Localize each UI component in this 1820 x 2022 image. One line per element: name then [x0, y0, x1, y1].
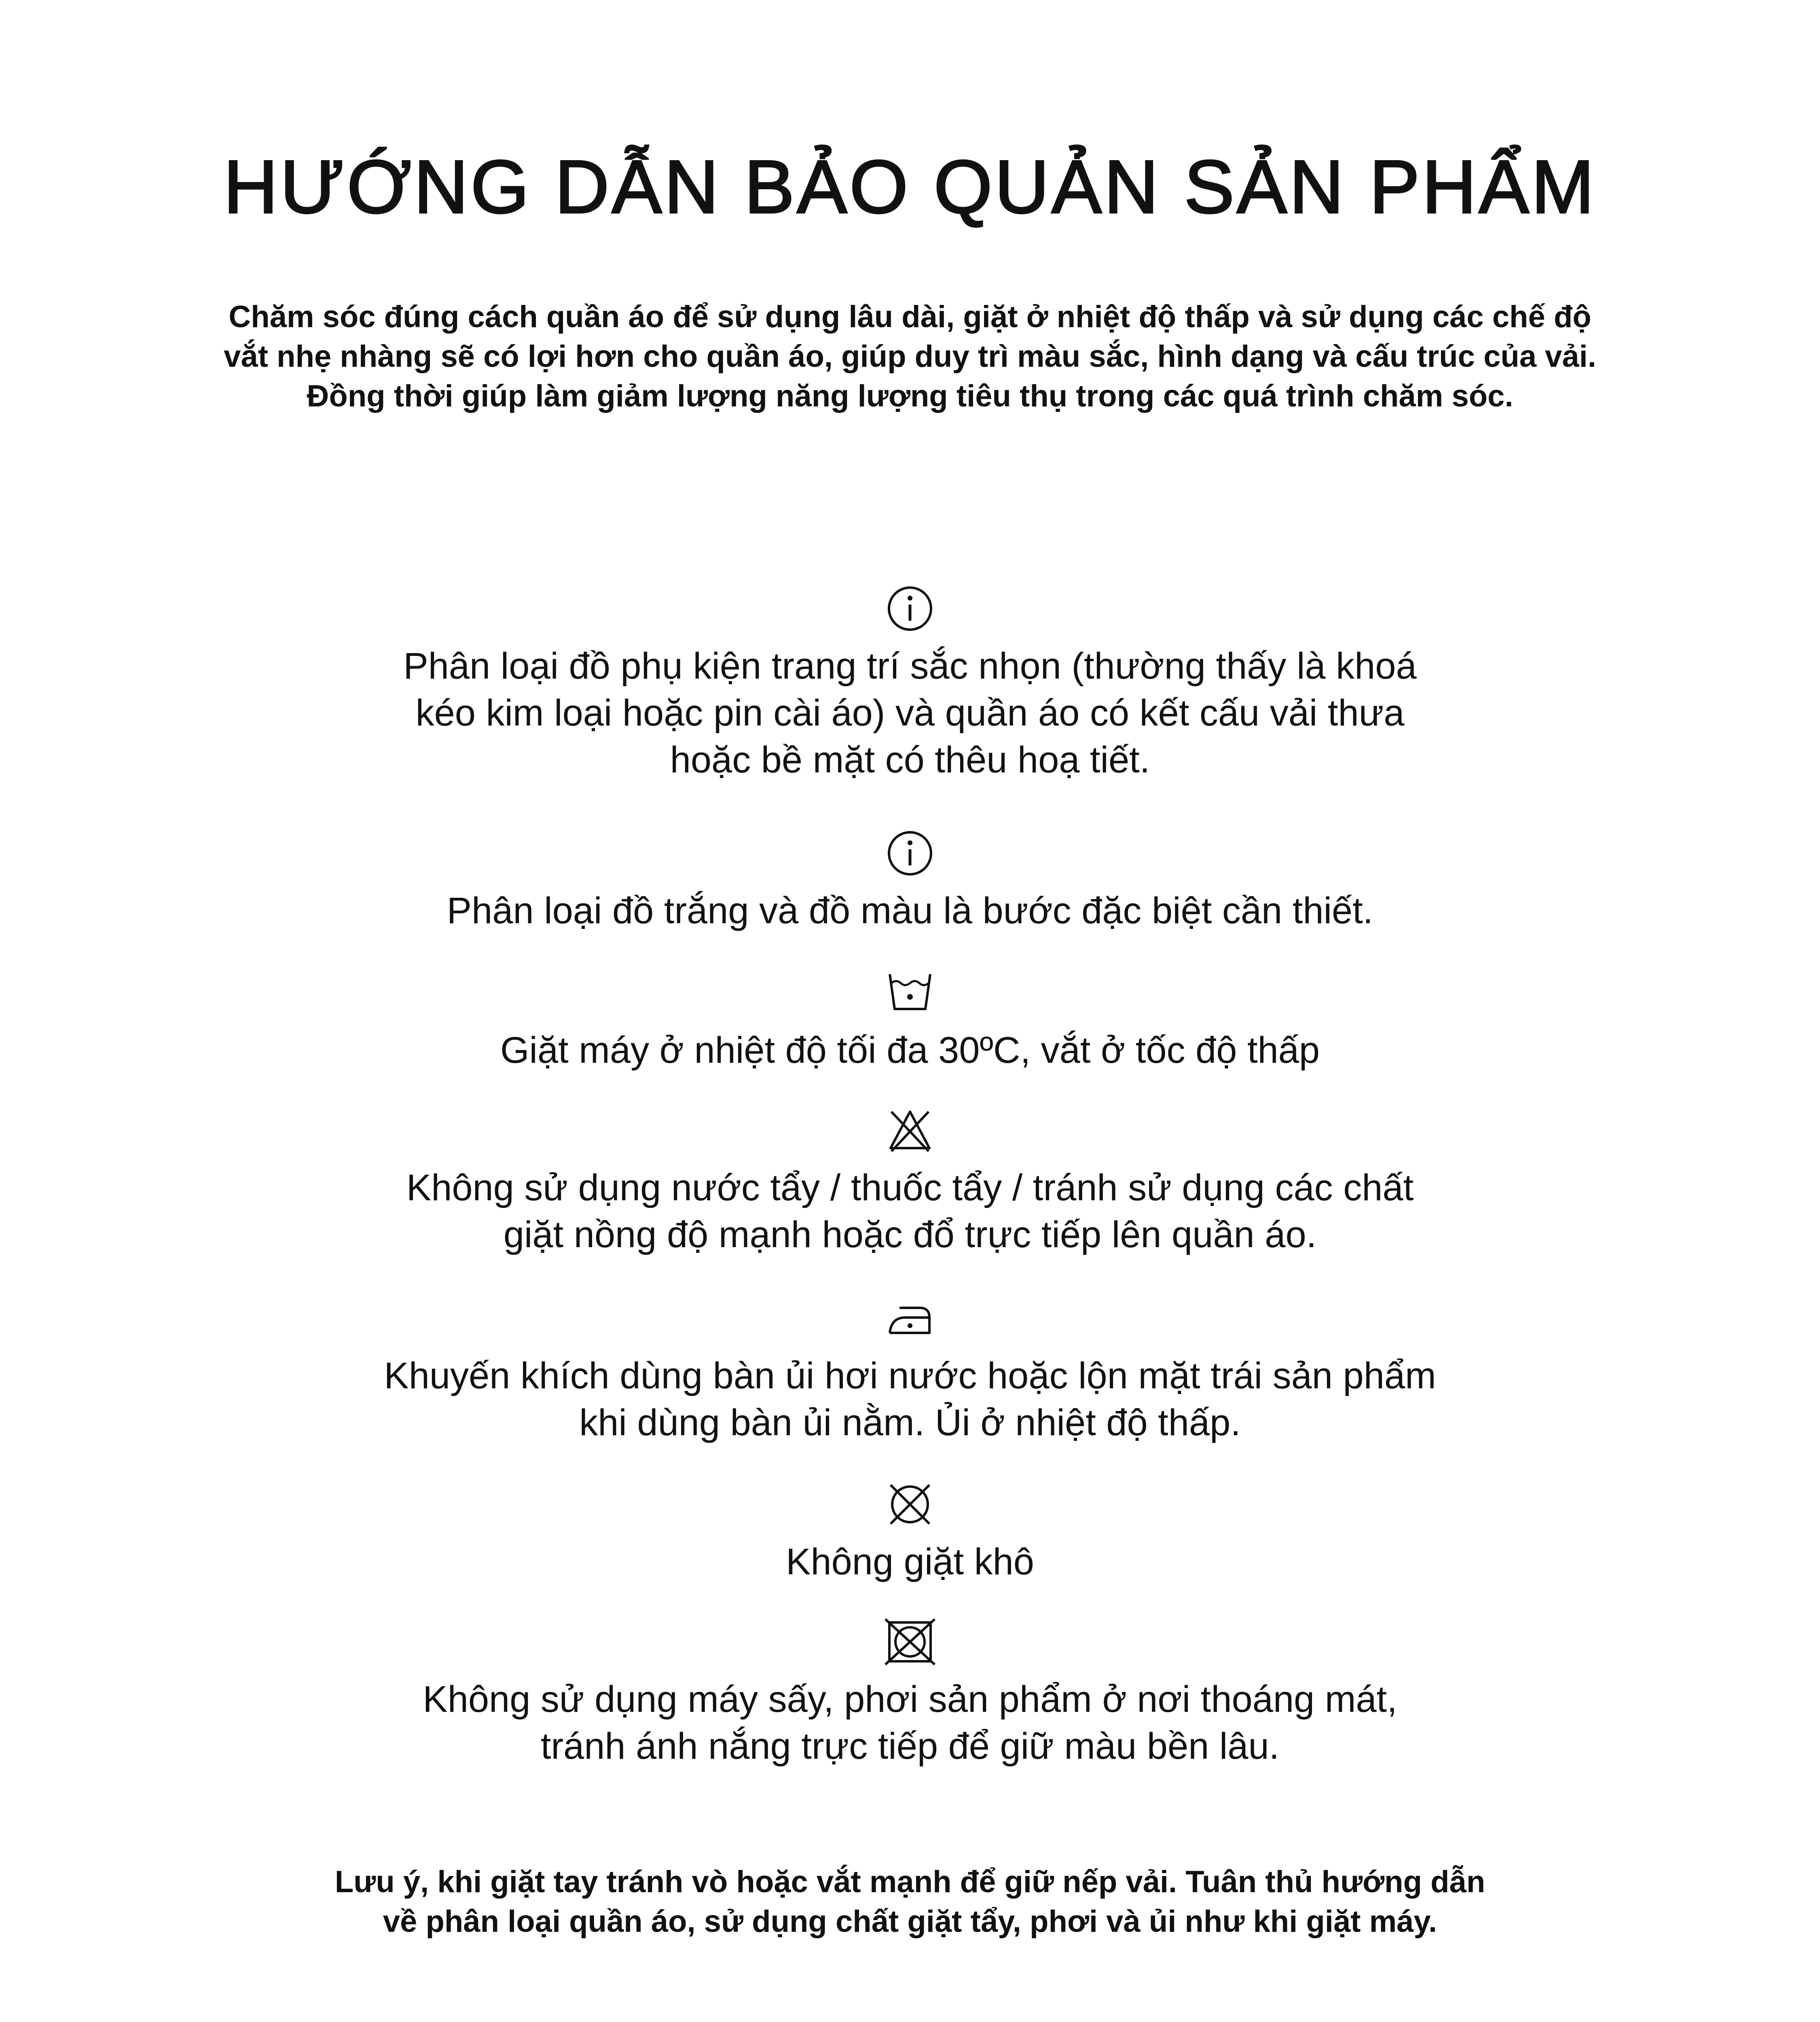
care-item-no-bleach: [0, 1106, 1820, 1258]
intro-line: vắt nhẹ nhàng sẽ có lợi hơn cho quần áo, giúp duy trì màu sắc, hình dạng và cấu trúc của vải.: [224, 339, 1596, 374]
care-item-sorting-colors: [0, 829, 1820, 934]
care-item-text: [0, 1352, 1820, 1446]
page-title: HƯỚNG DẪN BẢO QUẢN SẢN PHẨM: [223, 145, 1597, 229]
info-icon: [886, 829, 934, 878]
care-item-line: kéo kim loại hoặc pin cài áo) và quần áo có kết cấu vải thưa: [415, 692, 1405, 734]
care-item-line: tránh ánh nắng trực tiếp để giữ màu bền lâu.: [540, 1726, 1280, 1767]
care-item-no-tumble-dry: [0, 1618, 1820, 1770]
iron-low-icon: [886, 1294, 934, 1343]
no-tumble-dry-icon: [884, 1618, 936, 1666]
care-item-text: [0, 1027, 1820, 1074]
care-item-sorting-accessories: [0, 584, 1820, 783]
care-item-text: [0, 643, 1820, 783]
intro-line: Đồng thời giúp làm giảm lượng năng lượng tiêu thụ trong các quá trình chăm sóc.: [307, 379, 1513, 413]
care-item-text: [0, 1676, 1820, 1770]
care-item-text: [0, 1164, 1820, 1258]
care-item-line: Phân loại đồ trắng và đồ màu là bước đặc biệt cần thiết.: [447, 890, 1373, 931]
care-item-line: giặt nồng độ mạnh hoặc đổ trực tiếp lên quần áo.: [503, 1214, 1317, 1255]
care-item-no-dry-clean: [0, 1480, 1820, 1585]
note-line: về phân loại quần áo, sử dụng chất giặt tẩy, phơi và ủi như khi giặt máy.: [383, 1904, 1437, 1939]
care-item-text: [0, 1538, 1820, 1585]
care-item-line: Không sử dụng máy sấy, phơi sản phẩm ở nơi thoáng mát,: [423, 1679, 1397, 1720]
wash-30-icon: [886, 969, 934, 1017]
care-item-line: Không sử dụng nước tẩy / thuốc tẩy / tránh sử dụng các chất: [406, 1167, 1414, 1208]
care-item-line: Giặt máy ở nhiệt độ tối đa 30ºC, vắt ở tốc độ thấp: [500, 1030, 1320, 1071]
no-bleach-icon: [886, 1106, 934, 1155]
care-item-ironing: [0, 1294, 1820, 1446]
care-item-line: hoặc bề mặt có thêu hoạ tiết.: [670, 739, 1150, 780]
care-item-line: Khuyến khích dùng bàn ủi hơi nước hoặc lộn mặt trái sản phẩm: [384, 1355, 1436, 1396]
handwash-note: [121, 1862, 1699, 1942]
care-item-line: Không giặt khô: [786, 1541, 1034, 1582]
intro-line: Chăm sóc đúng cách quần áo để sử dụng lâu dài, giặt ở nhiệt độ thấp và sử dụng các chế độ: [229, 300, 1591, 334]
care-item-line: Phân loại đồ phụ kiện trang trí sắc nhọn (thường thấy là khoá: [403, 645, 1417, 687]
note-line: Lưu ý, khi giặt tay tránh vò hoặc vắt mạnh để giữ nếp vải. Tuân thủ hướng dẫn: [334, 1865, 1486, 1899]
care-item-text: [0, 887, 1820, 934]
care-item-line: khi dùng bàn ủi nằm. Ủi ở nhiệt độ thấp.: [579, 1402, 1241, 1443]
no-dry-clean-icon: [886, 1480, 934, 1529]
care-item-machine-wash: [0, 969, 1820, 1074]
intro-paragraph: [121, 297, 1699, 416]
info-icon: [886, 584, 934, 633]
